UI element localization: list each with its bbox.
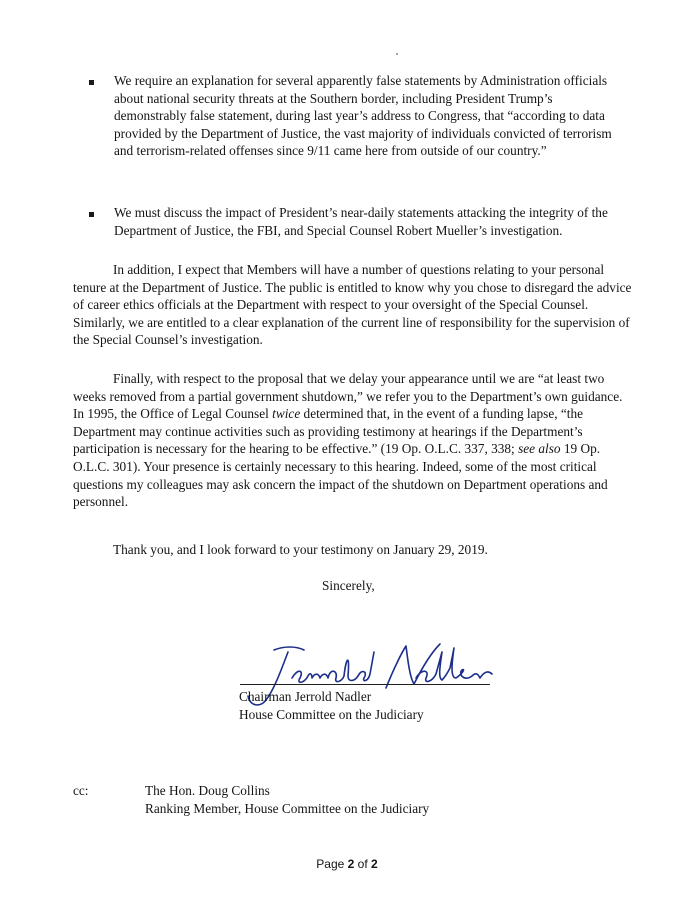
paragraph-tenure: In addition, I expect that Members will have a number of questions relating to your personal tenure at the Department of Justice. The public is entitled to know why you chose to disregard the advice of career ethics officials at the Department with respect to your oversight of the Special Counsel. Similarly, we are entitled to a clear explanation of the current line of responsibility for the supervision of the Special Counsel’s investigation.	[73, 262, 632, 348]
cc-recipient-name: The Hon. Doug Collins	[145, 783, 270, 798]
shutdown-text-3: 19 Op. O.L.C. 301). Your presence is certainly necessary to this hearing. Indeed, some of the most critical questions my colleagues may ask concern the impact of the shutdown on Department operations and personnel.	[73, 441, 608, 510]
bullet-item-border-statements: We require an explanation for several apparently false statements by Administration officials about national security threats at the Southern border, including President Trump’s demonstrably false statement, during last year’s address to Congress, that “according to data provided by the Department of Justice, the vast majority of individuals convicted of terrorism and terrorism-related offenses since 9/11 came here from outside of our country.”	[114, 73, 612, 159]
bullet-marker	[89, 80, 94, 85]
shutdown-text-2: determined that, in the event of a funding lapse, “the Department may continue activities such as providing testimony at hearings if the Department’s participation is necessary for the hearing to be effective.” (19 Op. O.L.C. 337, 338;	[73, 406, 584, 457]
shutdown-emphasis-twice: twice	[272, 406, 301, 422]
cc-recipient	[145, 782, 429, 817]
bullet-marker	[89, 212, 94, 217]
signer-name: Chairman Jerrold Nadler	[239, 689, 372, 704]
page-total: 2	[371, 857, 378, 871]
page-number-of: of	[354, 857, 372, 871]
shutdown-text-1: Finally, with respect to the proposal that we delay your appearance until we are “at least two weeks removed from a partial government shutdown,” we refer you to the Department’s own guidance. In 1995, the Office of Legal Counsel	[73, 371, 623, 422]
bullet-item-president-statements: We must discuss the impact of President’s near-daily statements attacking the integrity of the Department of Justice, the FBI, and Special Counsel Robert Mueller’s investigation.	[114, 205, 608, 238]
closing-salutation: Sincerely,	[322, 578, 375, 593]
scan-speck	[396, 53, 398, 55]
cc-label: cc:	[73, 783, 89, 798]
page-number-prefix: Page	[316, 857, 348, 871]
page-current: 2	[347, 857, 355, 871]
paragraph-thanks: Thank you, and I look forward to your testimony on January 29, 2019.	[113, 542, 488, 557]
signature-line	[240, 684, 490, 685]
paragraph-shutdown	[73, 370, 635, 511]
cc-recipient-title: Ranking Member, House Committee on the Judiciary	[145, 800, 430, 816]
signer-title: House Committee on the Judiciary	[239, 707, 424, 722]
shutdown-emphasis-see-also: see also	[518, 441, 561, 457]
page-number	[0, 857, 694, 871]
